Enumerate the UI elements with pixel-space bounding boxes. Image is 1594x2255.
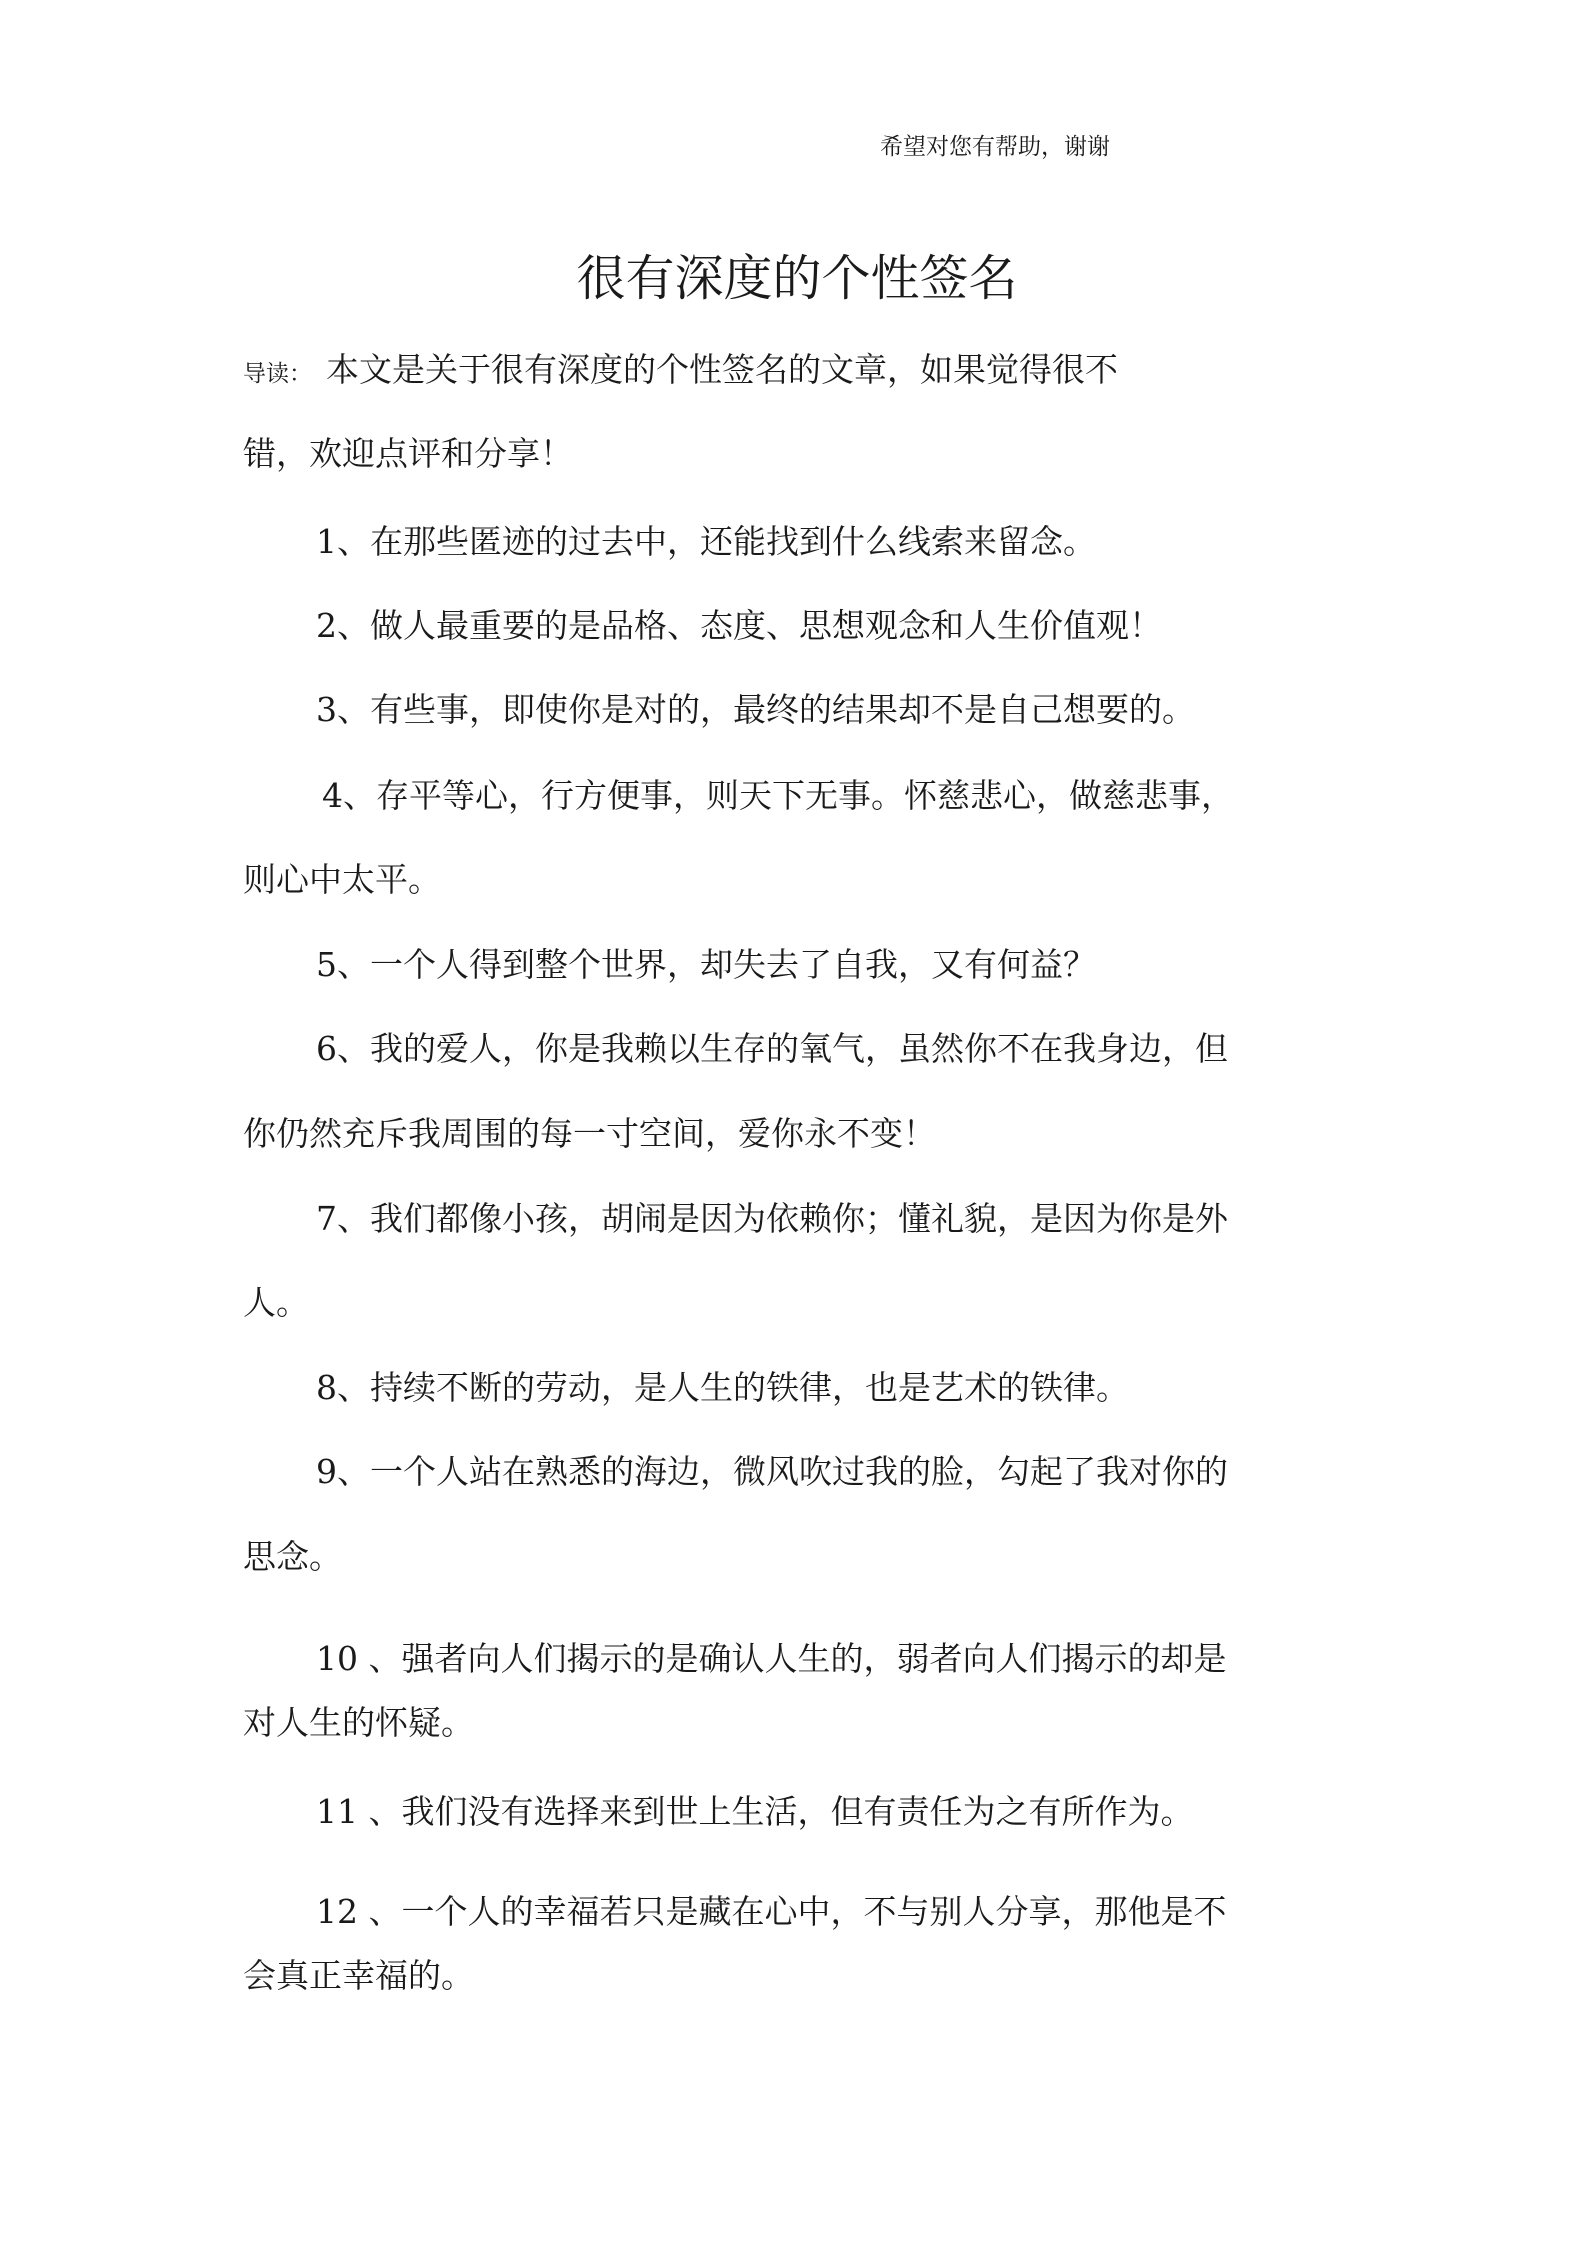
intro-label: 导读： xyxy=(243,361,312,387)
list-item-10: 10 、强者向人们揭示的是确认人生的，弱者向人们揭示的却是 xyxy=(316,1639,1227,1678)
list-item-7-cont: 人。 xyxy=(243,1283,309,1322)
list-item-7: 7、我们都像小孩，胡闹是因为依赖你；懂礼貌，是因为你是外 xyxy=(316,1199,1228,1238)
list-item-11: 11 、我们没有选择来到世上生活，但有责任为之有所作为。 xyxy=(316,1792,1194,1831)
intro-line-1 xyxy=(243,344,1118,391)
intro-text-2: 错，欢迎点评和分享！ xyxy=(243,434,573,473)
list-item-4-cont: 则心中太平。 xyxy=(243,860,441,899)
list-item-9-cont: 思念。 xyxy=(243,1537,342,1576)
list-item-3: 3、有些事，即使你是对的，最终的结果却不是自己想要的。 xyxy=(316,690,1195,729)
list-item-4: 4、存平等心，行方便事，则天下无事。怀慈悲心，做慈悲事， xyxy=(322,776,1234,815)
list-item-6-cont: 你仍然充斥我周围的每一寸空间，爱你永不变！ xyxy=(243,1114,936,1153)
list-item-1: 1、在那些匿迹的过去中，还能找到什么线索来留念。 xyxy=(316,522,1096,561)
list-item-10-cont: 对人生的怀疑。 xyxy=(243,1703,474,1742)
intro-text-1: 本文是关于很有深度的个性签名的文章，如果觉得很不 xyxy=(326,350,1118,389)
list-item-5: 5、一个人得到整个世界，却失去了自我，又有何益？ xyxy=(316,945,1096,984)
list-item-9: 9、一个人站在熟悉的海边，微风吹过我的脸，勾起了我对你的 xyxy=(316,1452,1228,1491)
list-item-12: 12 、一个人的幸福若只是藏在心中，不与别人分享，那他是不 xyxy=(316,1892,1227,1931)
list-item-2: 2、做人最重要的是品格、态度、思想观念和人生价值观！ xyxy=(316,606,1162,645)
page-title: 很有深度的个性签名 xyxy=(576,250,1018,307)
list-item-6: 6、我的爱人，你是我赖以生存的氧气，虽然你不在我身边，但 xyxy=(316,1029,1228,1068)
list-item-8: 8、持续不断的劳动，是人生的铁律，也是艺术的铁律。 xyxy=(316,1368,1129,1407)
list-item-12-cont: 会真正幸福的。 xyxy=(243,1956,474,1995)
header-note: 希望对您有帮助，谢谢 xyxy=(880,134,1110,160)
